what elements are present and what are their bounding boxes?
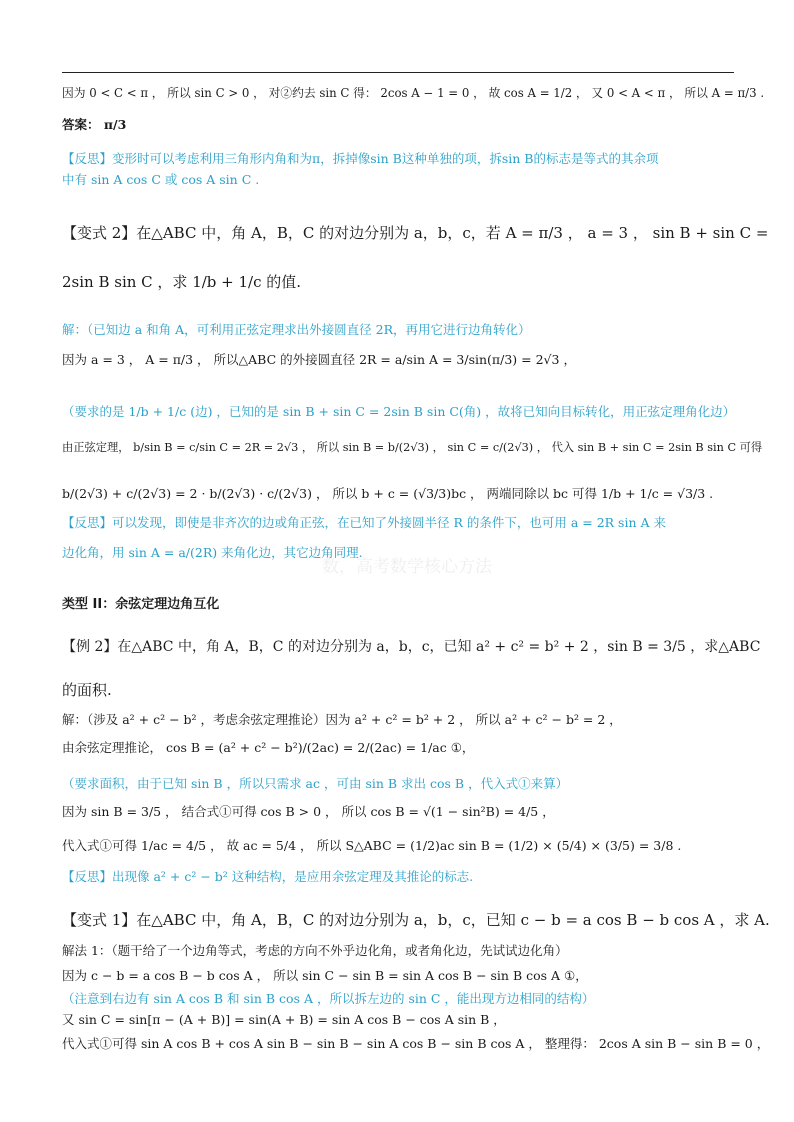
variant1-problem-line: 【变式 1】在△ABC 中，角 A，B，C 的对边分别为 a，b，c，已知 c − b = a cos B − b cos A ，求 A.	[62, 911, 770, 929]
solution-line: 因为 a = 3 ， A = π/3 ， 所以△ABC 的外接圆直径 2R = a/sin A = 3/sin(π/3) = 2√3 ，	[62, 352, 576, 367]
header-rule	[62, 72, 734, 73]
solution-hint-line: 解：（已知边 a 和角 A，可利用正弦定理求出外接圆直径 2R，再用它进行边角转化）	[62, 322, 531, 337]
solution-line: b/(2√3) + c/(2√3) = 2 · b/(2√3) · c/(2√3) ， 所以 b + c = (√3/3)bc ， 两端同除以 bc 可得 1/b + 1/c = √3/3 .	[62, 486, 714, 501]
solution-line: 由正弦定理， b/sin B = c/sin C = 2R = 2√3 ， 所以 sin B = b/(2√3) ， sin C = c/(2√3) ， 代入 sin B + sin C = 2sin B sin C 可得	[62, 441, 763, 454]
solution-line: 代入式①可得 1/ac = 4/5 ， 故 ac = 5/4 ， 所以 S△ABC = (1/2)ac sin B = (1/2) × (5/4) × (3/5) = 3/8 .	[62, 838, 682, 853]
reflection-line: 【反思】可以发现，即使是非齐次的边或角正弦，在已知了外接圆半径 R 的条件下，也可用 a = 2R sin A 来	[62, 515, 666, 530]
variant2-problem-line: 【变式 2】在△ABC 中，角 A，B，C 的对边分别为 a，b，c，若 A = π/3 ， a = 3 ， sin B + sin C =	[62, 224, 769, 242]
solution-line: 因为 sin B = 3/5 ， 结合式①可得 cos B > 0 ， 所以 cos B = √(1 − sin²B) = 4/5 ，	[62, 804, 555, 819]
reflection-line: 中有 sin A cos C 或 cos A sin C .	[62, 172, 260, 187]
reflection-line: 【反思】变形时可以考虑利用三角形内角和为π，拆掉像sin B这种单独的项，拆sin B的标志是等式的其余项	[62, 151, 659, 166]
example2-problem-line: 的面积.	[62, 681, 112, 699]
solution-conclusion-line: 因为 0 < C < π ， 所以 sin C > 0 ， 对②约去 sin C 得： 2cos A − 1 = 0 ， 故 cos A = 1/2 ， 又 0 < A < π ， 所以 A = π/3 .	[62, 86, 765, 100]
solution-hint-line: （要求的是 1/b + 1/c (边) ，已知的是 sin B + sin C = 2sin B sin C(角) ，故将已知向目标转化，用正弦定理角化边）	[62, 404, 736, 419]
solution-hint-line: （注意到右边有 sin A cos B 和 sin B cos A ，所以拆左边的 sin C ，能出现方边相同的结构）	[62, 991, 595, 1006]
watermark: 数，高考数学核心方法	[322, 557, 492, 577]
answer-line: 答案： π/3	[62, 117, 127, 132]
reflection-line: 边化角，用 sin A = a/(2R) 来角化边，其它边角同理.	[62, 545, 363, 560]
solution-line: 因为 c − b = a cos B − b cos A ， 所以 sin C − sin B = sin A cos B − sin B cos A ①，	[62, 968, 588, 983]
example2-problem-line: 【例 2】在△ABC 中，角 A，B，C 的对边分别为 a，b，c，已知 a² + c² = b² + 2 ，sin B = 3/5 ，求△ABC	[62, 639, 761, 655]
solution-line: 解：（涉及 a² + c² − b² ，考虑余弦定理推论）因为 a² + c² = b² + 2 ， 所以 a² + c² − b² = 2 ，	[62, 712, 622, 727]
solution-line: 由余弦定理推论， cos B = (a² + c² − b²)/(2ac) = 2/(2ac) = 1/ac ①，	[62, 740, 475, 755]
solution-line: 解法 1：（题干给了一个边角等式，考虑的方向不外乎边化角，或者角化边，先试试边化角）	[62, 943, 568, 958]
solution-line: 代入式①可得 sin A cos B + cos A sin B − sin B − sin A cos B − sin B cos A ， 整理得： 2cos A sin B − sin B = 0 ，	[62, 1036, 770, 1051]
solution-line: 又 sin C = sin[π − (A + B)] = sin(A + B) = sin A cos B − cos A sin B ，	[62, 1012, 506, 1027]
reflection-line: 【反思】出现像 a² + c² − b² 这种结构，是应用余弦定理及其推论的标志.	[62, 869, 474, 884]
variant2-problem-line: 2sin B sin C ，求 1/b + 1/c 的值.	[62, 273, 302, 291]
solution-hint-line: （要求面积，由于已知 sin B ，所以只需求 ac ，可由 sin B 求出 cos B ，代入式①来算）	[62, 776, 569, 791]
section-heading: 类型 II：余弦定理边角互化	[62, 597, 220, 612]
